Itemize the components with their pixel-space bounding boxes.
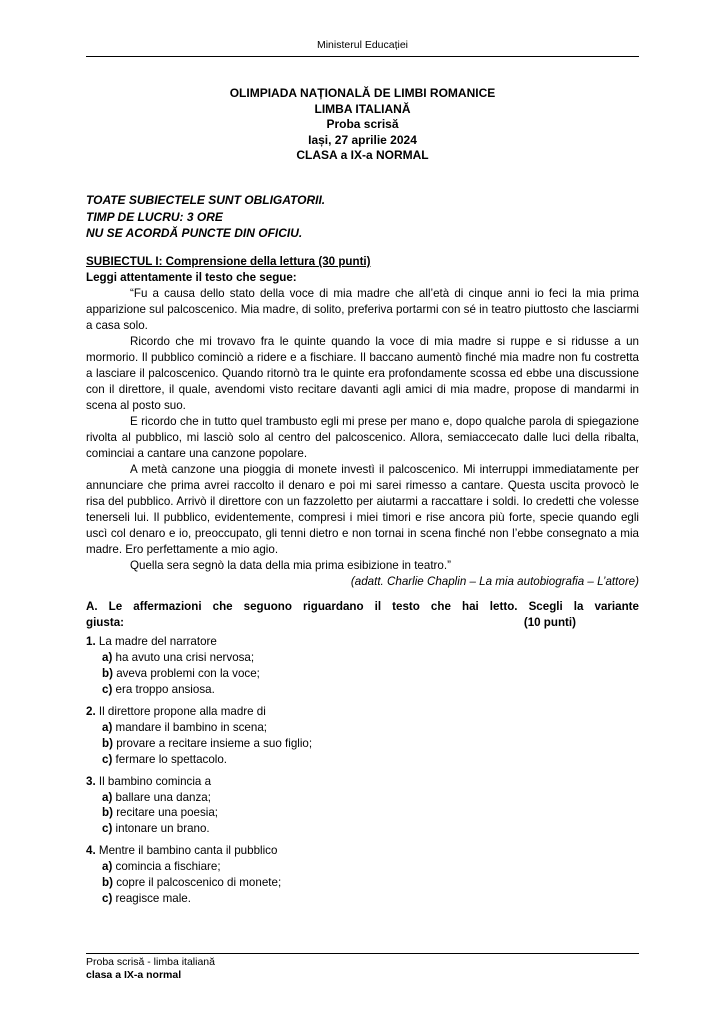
question-number: 1. [86,634,96,648]
page-header: Ministerul Educației [316,39,409,51]
part-a-heading-word: giusta: [86,615,125,629]
option-letter: b) [102,876,113,890]
option-text: reagisce male. [115,892,191,906]
general-instructions [86,192,325,242]
text-source: (adatt. Charlie Chaplin – La mia autobiografia – L’attore) [350,574,639,588]
option-letter: a) [102,650,113,664]
question-prompt: Il bambino comincia a [98,774,212,788]
option-a[interactable] [86,790,639,806]
text-paragraph: E ricordo che in tutto quel trambusto egli mi prese per mano e, dopo qualche parola di spiegazione rivolta al pubblico, mi lasciò solo al centro del palcoscenico. Allora, semiaccecato dalle luci della ribalta, cominciai a cantare una canzone popolare. [86,414,639,460]
reading-text [86,286,639,574]
option-b[interactable] [86,736,639,752]
question-1 [86,634,639,698]
option-a[interactable] [86,650,639,666]
option-b[interactable] [86,875,639,891]
option-letter: a) [102,790,113,804]
option-letter: c) [102,822,113,836]
option-letter: c) [102,752,113,766]
question-prompt: La madre del narratore [98,634,217,648]
section-one [86,254,639,907]
instruction-mandatory: TOATE SUBIECTELE SUNT OBLIGATORII. [86,193,326,207]
option-text: ha avuto una crisi nervosa; [115,650,255,664]
option-letter: a) [102,860,113,874]
part-a-heading [86,599,639,631]
option-c[interactable] [86,891,639,907]
option-text: provare a recitare insieme a suo figlio; [116,736,313,750]
title-date: Iași, 27 aprilie 2024 [308,132,417,147]
option-c[interactable] [86,682,639,698]
instruction-points: NU SE ACORDĂ PUNCTE DIN OFICIU. [86,226,303,240]
question-prompt: Il direttore propone alla madre di [98,704,266,718]
option-letter: c) [102,682,113,696]
option-text: comincia a fischiare; [115,860,221,874]
question-4 [86,843,639,907]
question-number: 4. [86,844,96,858]
question-2 [86,704,639,768]
footer-divider [86,953,639,954]
exam-title [86,86,639,164]
option-text: intonare un brano. [115,822,210,836]
title-olympiad: OLIMPIADA NAȚIONALĂ DE LIMBI ROMANICE [229,86,496,100]
question-text [86,774,639,790]
instruction-time: TIMP DE LUCRU: 3 ORE [86,209,223,224]
option-c[interactable] [86,752,639,768]
option-text: era troppo ansiosa. [115,682,215,696]
title-class: CLASA a IX-a NORMAL [296,148,429,162]
option-text: ballare una danza; [115,790,211,804]
option-b[interactable] [86,805,639,821]
part-a-heading-text: A. Le affermazioni che seguono riguardano il testo che hai letto. Scegli la variante [86,599,639,613]
question-3 [86,774,639,838]
part-a-heading-line [86,599,639,615]
page-footer [86,956,215,982]
section-lead: Leggi attentamente il testo che segue: [86,270,297,284]
text-paragraph: Quella sera segnò la data della mia prima esibizione in teatro.” [130,558,451,572]
option-letter: b) [102,806,113,820]
option-b[interactable] [86,666,639,682]
question-number: 2. [86,704,96,718]
part-a-heading-line2 [86,615,639,631]
option-a[interactable] [86,720,639,736]
text-paragraph: A metà canzone una pioggia di monete investì il palcoscenico. Mi interruppi immediatamente per annunciare che prima avrei raccolto il denaro e poi mi sarei rimesso a cantare. Questa uscita provocò le risa del pubblico. Arrivò il direttore con un fazzoletto per aiutarmi a raccattare i soldi. Io credetti che volesse tenerseli lui. Il pubblico, evidentemente, compresi i miei timori e rise ancora più forte, specie quando egli uscì col denaro e io, preoccupato, gli tenni dietro e non tornai in scena finché non l’ebbe consegnato a mia madre. Ero perfettamente a mio agio. [86,462,639,556]
option-text: copre il palcoscenico di monete; [116,876,282,890]
option-text: recitare una poesia; [116,806,219,820]
footer-test-name: Proba scrisă - limba italiană [86,956,215,968]
section-title: SUBIECTUL I: Comprensione della lettura (30 punti) [86,255,371,268]
title-test-type: Proba scrisă [326,117,399,131]
header-divider [86,56,639,57]
title-language: LIMBA ITALIANĂ [314,101,411,116]
text-paragraph: “Fu a causa dello stato della voce di mia madre che all’età di cinque anni io feci la mia prima apparizione sul palcoscenico. Mia madre, di solito, preferiva portarmi con sé in teatro piuttosto che lasciarmi a casa solo. [86,286,639,332]
option-a[interactable] [86,859,639,875]
option-c[interactable] [86,821,639,837]
part-a-points: (10 punti) [523,615,576,629]
option-letter: b) [102,736,113,750]
text-paragraph: Ricordo che mi trovavo fra le quinte quando la voce di mia madre si ruppe e si ridusse a un mormorio. Il pubblico cominciò a ridere e a fischiare. Il baccano aumentò finché mia madre non fu costretta a lasciare il palcoscenico. Quando ritornò tra le quinte era profondamente scossa ed ebbe una discussione con il direttore, il quale, avendomi visto recitare davanti agli amici di mia madre, propose di mandarmi in scena al posto suo. [86,334,639,412]
question-prompt: Mentre il bambino canta il pubblico [98,844,278,858]
option-letter: b) [102,666,113,680]
option-text: mandare il bambino in scena; [115,720,267,734]
option-letter: a) [102,720,113,734]
question-number: 3. [86,774,96,788]
question-text [86,704,639,720]
option-text: aveva problemi con la voce; [116,666,260,680]
question-text [86,634,639,650]
option-letter: c) [102,892,113,906]
footer-class: clasa a IX-a normal [86,969,182,981]
option-text: fermare lo spettacolo. [115,752,228,766]
question-text [86,843,639,859]
